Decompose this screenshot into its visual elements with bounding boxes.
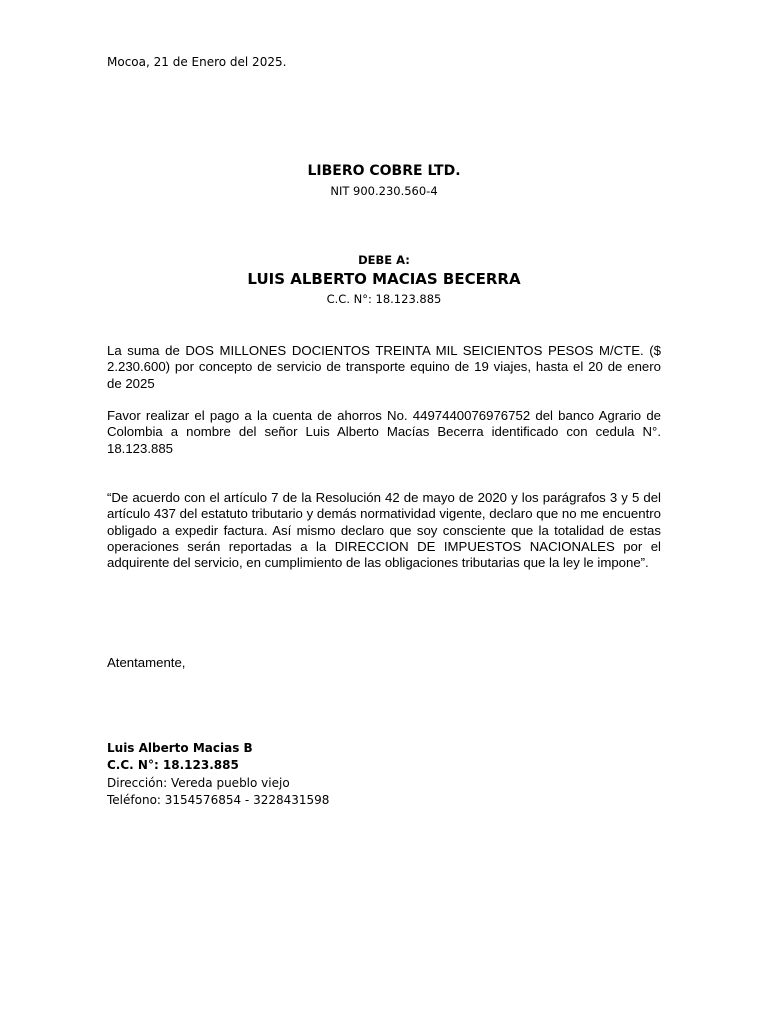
signature-block bbox=[107, 740, 329, 809]
paragraph-amount: La suma de DOS MILLONES DOCIENTOS TREINTA MIL SEICIENTOS PESOS M/CTE. ($ 2.230.600) por concepto de servicio de transporte equino de 19 viajes, hasta el 20 de enero de 2025 bbox=[107, 343, 661, 391]
date-line: Mocoa, 21 de Enero del 2025. bbox=[107, 55, 287, 69]
debe-label: DEBE A: bbox=[358, 253, 410, 267]
signature-id: C.C. N°: 18.123.885 bbox=[107, 758, 239, 773]
company-name: LIBERO COBRE LTD. bbox=[307, 163, 461, 179]
paragraph-legal: “De acuerdo con el artículo 7 de la Resolución 42 de mayo de 2020 y los parágrafos 3 y 5 del artículo 437 del estatuto tributario y demás normatividad vigente, declaro que no me encuentro obligado a expedir factura. Así mismo declaro que soy consciente que la totalidad de estas operaciones serán reportadas a la DIRECCION DE IMPUESTOS NACIONALES por el adquirente del servicio, en cumplimiento de las obligaciones tributarias que la ley le impone”. bbox=[107, 490, 661, 571]
signature-phone: Teléfono: 3154576854 - 3228431598 bbox=[107, 792, 330, 807]
signature-name: Luis Alberto Macias B bbox=[107, 741, 253, 755]
paragraph-payment: Favor realizar el pago a la cuenta de ahorros No. 4497440076976752 del banco Agrario de Colombia a nombre del señor Luis Alberto Macías Becerra identificado con cedula N°. 18.123.885 bbox=[107, 408, 661, 456]
company-nit: NIT 900.230.560-4 bbox=[330, 184, 438, 198]
closing-line: Atentamente, bbox=[107, 655, 186, 670]
debtor-id: C.C. N°: 18.123.885 bbox=[326, 292, 442, 306]
debtor-name: LUIS ALBERTO MACIAS BECERRA bbox=[247, 270, 521, 288]
signature-address: Dirección: Vereda pueblo viejo bbox=[107, 775, 290, 790]
